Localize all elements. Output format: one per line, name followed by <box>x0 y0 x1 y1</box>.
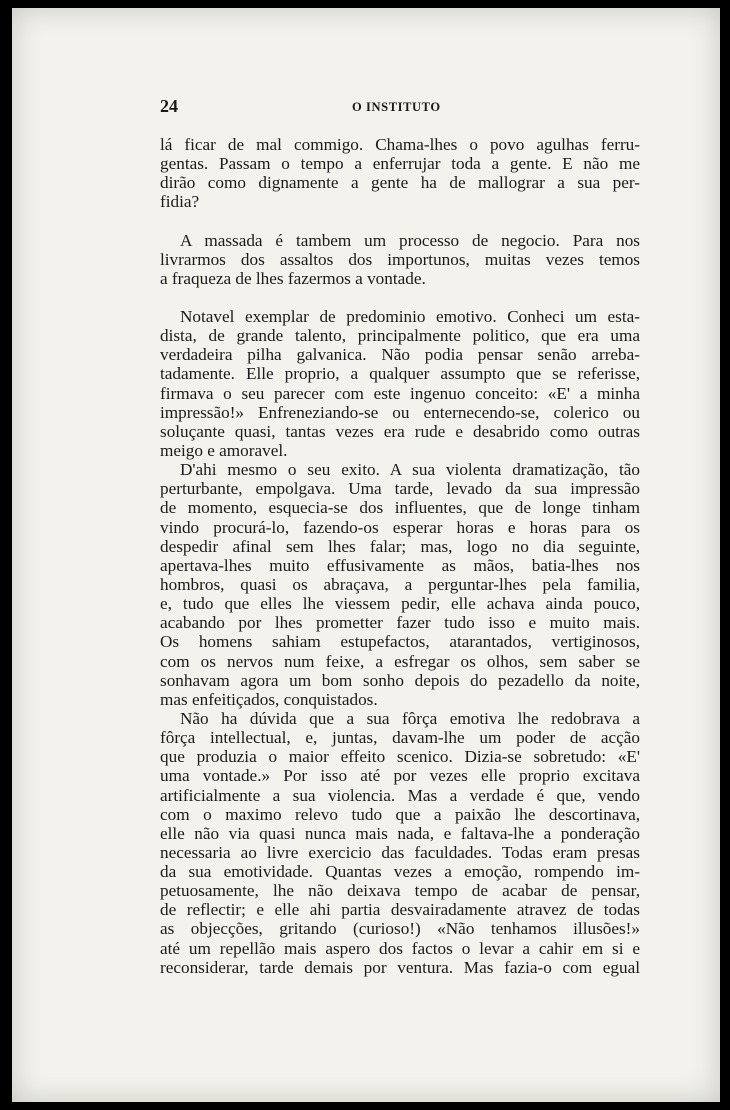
text-line: firmava o seu parecer com este ingenuo conceito: «E' a minha <box>160 383 640 403</box>
text-line: A massada é tambem um processo de negocio. Para nos <box>180 230 640 250</box>
text-line: a fraqueza de lhes fazermos a vontade. <box>160 268 426 288</box>
text-line: elle não via quasi nunca mais nada, e faltava-lhe a ponderação <box>160 823 640 843</box>
text-line: até um repellão mais aspero dos factos o levar a cahir em si e <box>160 938 640 958</box>
book-page <box>12 8 720 1102</box>
paragraph <box>160 135 640 212</box>
text-line: impressão!» Enfreneziando-se ou enternecendo-se, colerico ou <box>160 402 640 422</box>
text-line: e, tudo que elles lhe viessem pedir, elle achava ainda pouco, <box>160 594 640 614</box>
paragraph <box>160 231 640 288</box>
text-line: vindo procurá-lo, fazendo-os esperar horas e horas para os <box>160 517 640 537</box>
paragraph <box>160 307 640 460</box>
text-line: de momento, esquecia-se dos influentes, que de longe tinham <box>160 498 640 518</box>
text-line: de reflectir; e elle ahi partia desvairadamente atravez de todas <box>160 900 640 920</box>
page-header <box>160 96 640 116</box>
text-line: Os homens sahiam estupefactos, atarantados, vertiginosos, <box>160 632 640 652</box>
text-line: Não ha dúvida que a sua fôrça emotiva lhe redobrava a <box>180 708 640 728</box>
text-line: D'ahi mesmo o seu exito. A sua violenta dramatização, tão <box>180 460 640 480</box>
text-line: livrarmos dos assaltos dos importunos, muitas vezes temos <box>160 249 640 269</box>
text-line: petuosamente, lhe não deixava tempo de acabar de pensar, <box>160 881 640 901</box>
text-line: despedir afinal sem lhes falar; mas, logo no dia seguinte, <box>160 536 640 556</box>
paragraph-gap <box>160 288 640 307</box>
paragraph <box>160 460 640 709</box>
text-line: Notavel exemplar de predominio emotivo. Conheci um esta- <box>180 306 640 326</box>
text-line: artificialmente a sua violencia. Mas a verdade é que, vendo <box>160 785 640 805</box>
text-line: apertava-lhes muito effusivamente as mãos, batia-lhes nos <box>160 555 640 575</box>
text-line: tadamente. Elle proprio, a qualquer assumpto que se referisse, <box>160 364 640 384</box>
body-text <box>160 135 640 977</box>
text-line: da sua emotividade. Quantas vezes a emoção, rompendo im- <box>160 862 640 882</box>
text-line: perturbante, empolgava. Uma tarde, levado da sua impressão <box>160 479 640 499</box>
text-line: fidia? <box>160 192 200 212</box>
text-line: uma vontade.» Por isso até por vezes elle proprio excitava <box>160 766 640 786</box>
text-line: necessaria ao livre exercicio das faculdades. Todas eram presas <box>160 842 640 862</box>
text-line: dista, de grande talento, principalmente politico, que era uma <box>160 326 640 346</box>
text-line: dirão como dignamente a gente ha de mallograr a sua per- <box>160 173 640 193</box>
text-line: reconsiderar, tarde demais por ventura. Mas fazia-o com egual <box>160 957 640 977</box>
text-line: sonhavam agora um bom sonho depois do pezadello da noite, <box>160 670 640 690</box>
text-line: soluçante quasi, tantas vezes era rude e desabrido como outras <box>160 421 640 441</box>
text-line: verdadeira pilha galvanica. Não podia pensar senão arreba- <box>160 345 640 365</box>
page-number: 24 <box>160 96 178 116</box>
text-line: meigo e amoravel. <box>160 440 288 460</box>
text-line: mas enfeitiçados, conquistados. <box>160 689 378 709</box>
paragraph <box>160 709 640 977</box>
text-line: que produzia o maior effeito scenico. Dizia-se sobretudo: «E' <box>160 747 640 767</box>
paragraph-gap <box>160 212 640 231</box>
text-line: fôrça intellectual, e, juntas, davam-lhe um poder de acção <box>160 728 640 748</box>
text-line: acabando por lhes prometter fazer tudo isso e muito mais. <box>160 613 640 633</box>
text-line: com os nervos num feixe, a esfregar os olhos, sem saber se <box>160 651 640 671</box>
text-line: lá ficar de mal commigo. Chama-lhes o povo agulhas ferru- <box>160 135 640 154</box>
text-line: gentas. Passam o tempo a enferrujar toda a gente. E não me <box>160 154 640 174</box>
text-line: hombros, quasi os abraçava, a perguntar-lhes pela familia, <box>160 574 640 594</box>
running-head: O INSTITUTO <box>352 100 441 114</box>
text-line: as objecções, gritando (curioso!) «Não tenhamos illusões!» <box>160 919 640 939</box>
text-line: com o maximo relevo tudo que a paixão lhe descortinava, <box>160 804 640 824</box>
